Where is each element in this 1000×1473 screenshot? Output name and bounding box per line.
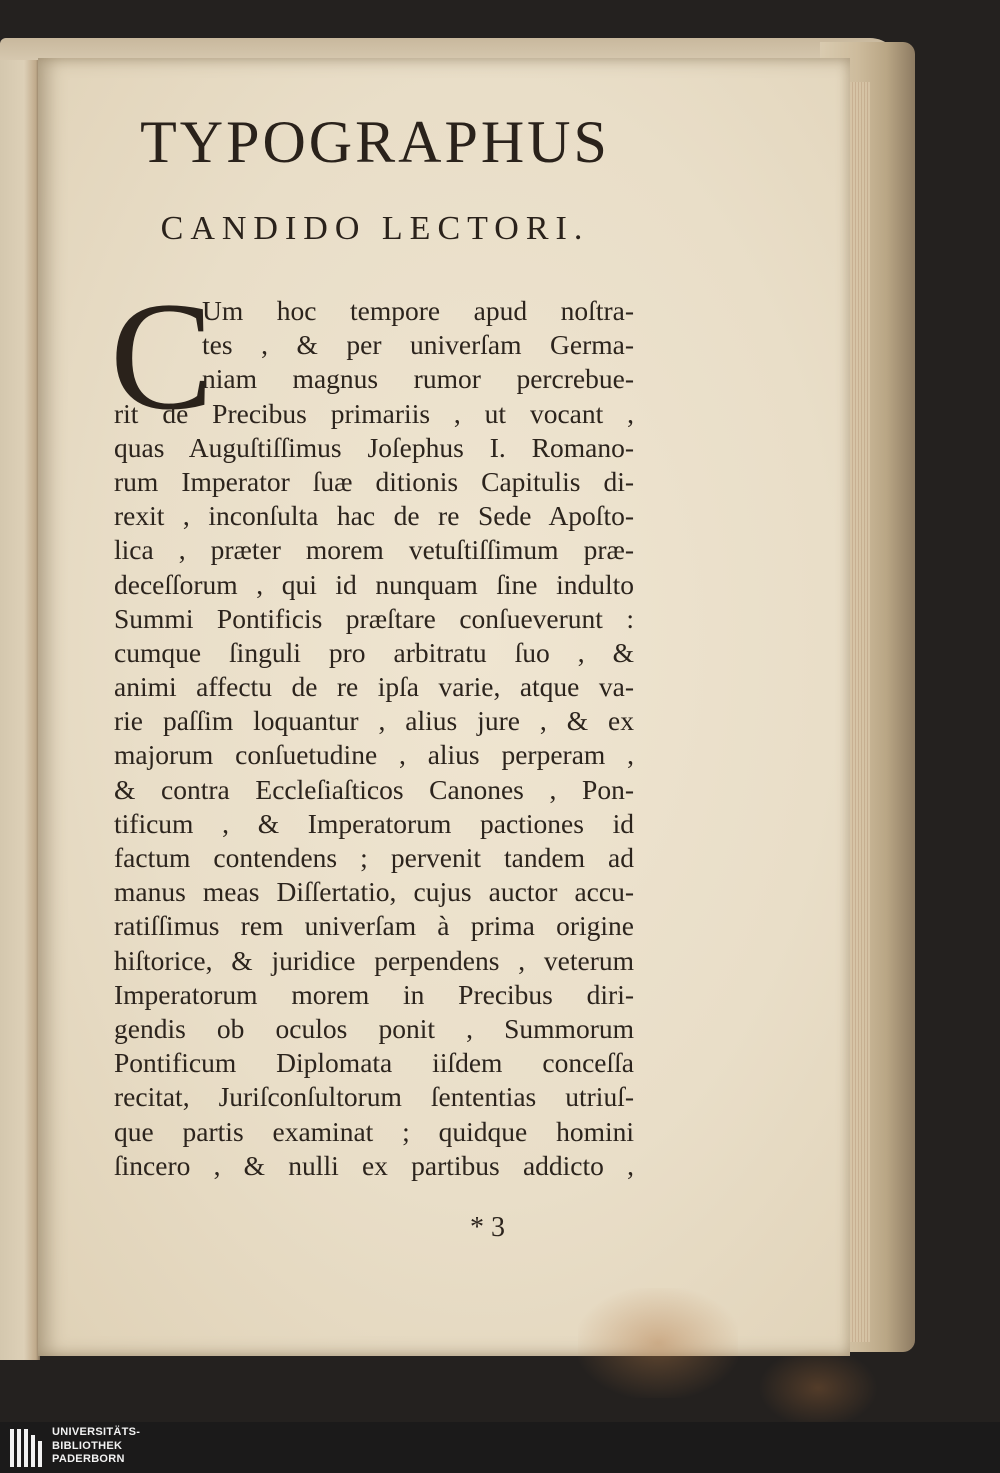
- text-line: gendis ob oculos ponit , Summorum: [114, 1012, 634, 1044]
- text-line: Um hoc tempore apud noſtra-: [202, 295, 634, 326]
- text-line: cumque ſinguli pro arbitratu ſuo , &: [114, 636, 634, 668]
- signature-mark: * 3: [470, 1212, 505, 1243]
- logo-line: PADERBORN: [52, 1453, 125, 1465]
- text-line: animi affectu de re ipſa varie, atque va-: [114, 671, 634, 703]
- text-line: quas Auguſtiſſimus Joſephus I. Romano-: [114, 431, 634, 463]
- water-stain: [758, 1348, 878, 1422]
- page-heading: TYPOGRAPHUS: [140, 109, 610, 175]
- text-line: majorum conſuetudine , alius perperam ,: [114, 739, 634, 771]
- text-line: rexit , inconſulta hac de re Sede Apoſto-: [114, 500, 634, 532]
- text-line: hiſtorice, & juridice perpendens , veterum: [114, 944, 634, 976]
- text-line: tificum , & Imperatorum pactiones id: [114, 807, 634, 839]
- text-line: deceſſorum , qui id nunquam ſine indulto: [114, 568, 634, 600]
- text-line: Summi Pontificis præſtare conſueverunt :: [114, 602, 634, 634]
- page-subheading: CANDIDO LECTORI.: [160, 210, 590, 247]
- drop-capital: C: [110, 270, 214, 442]
- text-line: manus meas Diſſertatio, cujus auctor accu-: [114, 876, 634, 908]
- logo-line: BIBLIOTHEK: [52, 1439, 123, 1452]
- text-line: rit de Precibus primariis , ut vocant ,: [114, 397, 634, 429]
- text-line: Imperatorum morem in Precibus diri-: [114, 978, 634, 1010]
- text-line: rie paſſim loquantur , alius jure , & ex: [114, 705, 634, 737]
- text-line: factum contendens ; pervenit tandem ad: [114, 842, 634, 873]
- text-line: lica , præter morem vetuſtiſſimum præ-: [114, 534, 634, 566]
- footer-bar: [0, 1422, 1000, 1473]
- text-line: & contra Eccleſiaſticos Canones , Pon-: [114, 773, 634, 805]
- text-line: rum Imperator ſuæ ditionis Capitulis di-: [114, 465, 634, 497]
- text-line: ſincero , & nulli ex partibus addicto ,: [114, 1149, 634, 1181]
- library-logo-text: [52, 1426, 140, 1467]
- text-line: niam magnus rumor percrebue-: [202, 363, 634, 395]
- text-line: Pontificum Diplomata iiſdem conceſſa: [114, 1047, 634, 1079]
- water-stain: [578, 1288, 738, 1398]
- body-text: [114, 294, 634, 1183]
- text-line: que partis examinat ; quidque homini: [114, 1115, 634, 1147]
- text-line: ratiſſimus rem univerſam à prima origine: [114, 910, 634, 942]
- left-page-edge: [0, 60, 40, 1360]
- text-line: recitat, Juriſconſultorum ſententias utriuſ-: [114, 1081, 634, 1113]
- library-logo-icon: [8, 1427, 44, 1469]
- logo-line: UNIVERSITÄTS-: [52, 1426, 141, 1438]
- text-line: tes , & per univerſam Germa-: [202, 329, 634, 361]
